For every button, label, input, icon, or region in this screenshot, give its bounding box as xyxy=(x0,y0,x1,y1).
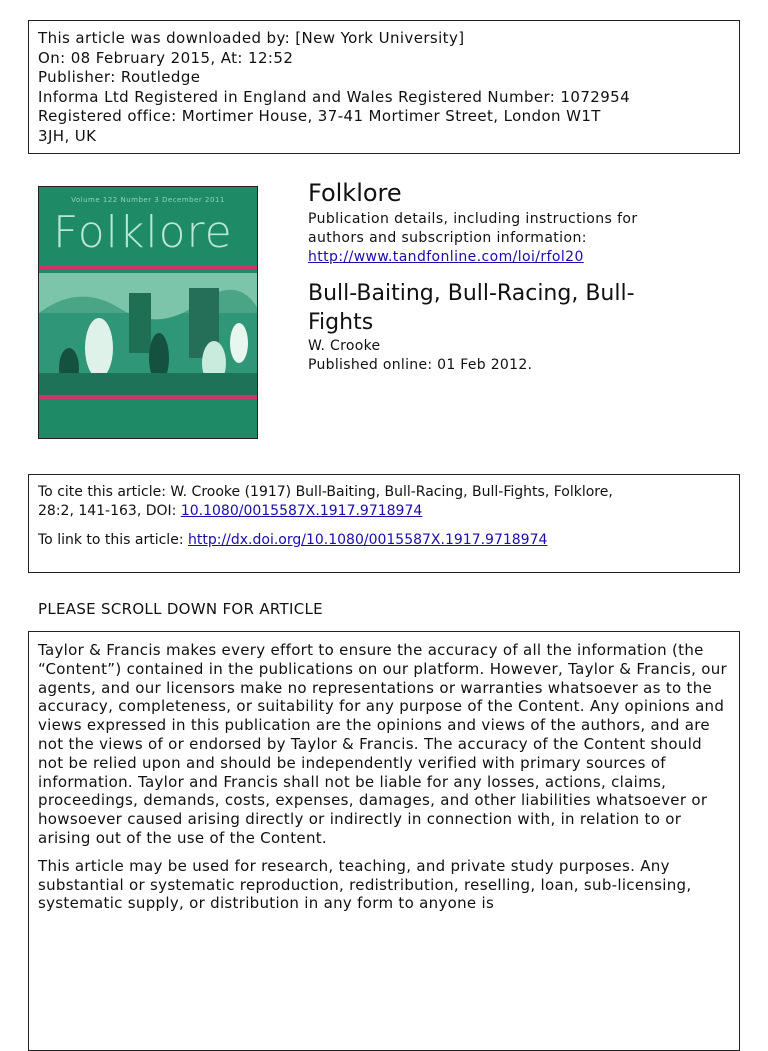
cover-illustration-art xyxy=(39,273,258,395)
article-title xyxy=(308,279,728,337)
doi-link[interactable]: 10.1080/0015587X.1917.9718974 xyxy=(180,503,423,519)
download-info-line: 3JH, UK xyxy=(38,126,97,145)
cover-top-rule xyxy=(39,265,257,269)
cover-issue-text: Volume 122 Number 3 December 2011 xyxy=(71,196,225,204)
cover-illustration xyxy=(39,273,257,395)
journal-cover-image xyxy=(38,186,258,439)
article-url-link[interactable]: http://dx.doi.org/10.1080/0015587X.1917.9718974 xyxy=(187,532,548,548)
citation-doi-line xyxy=(38,502,730,521)
disclaimer-paragraph: This article may be used for research, teaching, and private study purposes. Any substantial or systematic reproduction, redistribution, reselling, loan, sub-licensing, systematic supply, or distribution in any form to anyone is xyxy=(38,856,692,913)
disclaimer-box xyxy=(28,631,740,1051)
article-author: W. Crooke xyxy=(308,338,381,354)
publication-details-line: authors and subscription information: xyxy=(308,230,587,246)
publication-details-line: Publication details, including instructions for xyxy=(308,211,638,227)
citation-doi-prefix: 28:2, 141-163, DOI: xyxy=(38,503,181,519)
citation-line: To cite this article: W. Crooke (1917) Bull-Baiting, Bull-Racing, Bull-Fights, Folklore, xyxy=(38,484,613,500)
cover-title: Folklore xyxy=(53,207,233,258)
citation-box xyxy=(28,474,740,573)
article-title-line: Fights xyxy=(308,310,374,335)
journal-info xyxy=(308,178,728,375)
download-info-line: Registered office: Mortimer House, 37-41 Mortimer Street, London W1T xyxy=(38,107,601,125)
article-link-line xyxy=(38,531,730,550)
download-info-box xyxy=(28,20,740,154)
disclaimer-paragraph: Taylor & Francis makes every effort to ensure the accuracy of all the information (the “Content”) contained in the publications on our platform. However, Taylor & Francis, our agents, and our licensors make no representations or warranties whatsoever as to the accuracy, completeness, or suitability for any purpose of the Content. Any opinions and views expressed in this publication are the opinions and views of the authors, and are not the views of or endorsed by Taylor & Francis. The accuracy of the Content should not be relied upon and should be independently verified with primary sources of information. Taylor and Francis shall not be liable for any losses, actions, claims, proceedings, demands, costs, expenses, damages, and other liabilities whatsoever or howsoever caused arising directly or indirectly in connection with, in relation to or arising out of the use of the Content. xyxy=(38,641,727,847)
download-info-line: Informa Ltd Registered in England and Wales Registered Number: 1072954 xyxy=(38,87,631,106)
article-link-label: To link to this article: xyxy=(38,532,188,548)
article-published-date: Published online: 01 Feb 2012. xyxy=(308,357,533,373)
download-info-line: Publisher: Routledge xyxy=(38,68,201,86)
download-info-line: This article was downloaded by: [New York University] xyxy=(38,29,465,47)
article-title-line: Bull-Baiting, Bull-Racing, Bull- xyxy=(308,281,635,306)
cover-bottom-rule xyxy=(39,395,257,399)
download-info-line: On: 08 February 2015, At: 12:52 xyxy=(38,48,294,67)
publication-details xyxy=(308,210,728,267)
scroll-notice: PLEASE SCROLL DOWN FOR ARTICLE xyxy=(38,600,323,618)
journal-url-link[interactable]: http://www.tandfonline.com/loi/rfol20 xyxy=(308,249,584,265)
journal-title: Folklore xyxy=(308,179,402,207)
